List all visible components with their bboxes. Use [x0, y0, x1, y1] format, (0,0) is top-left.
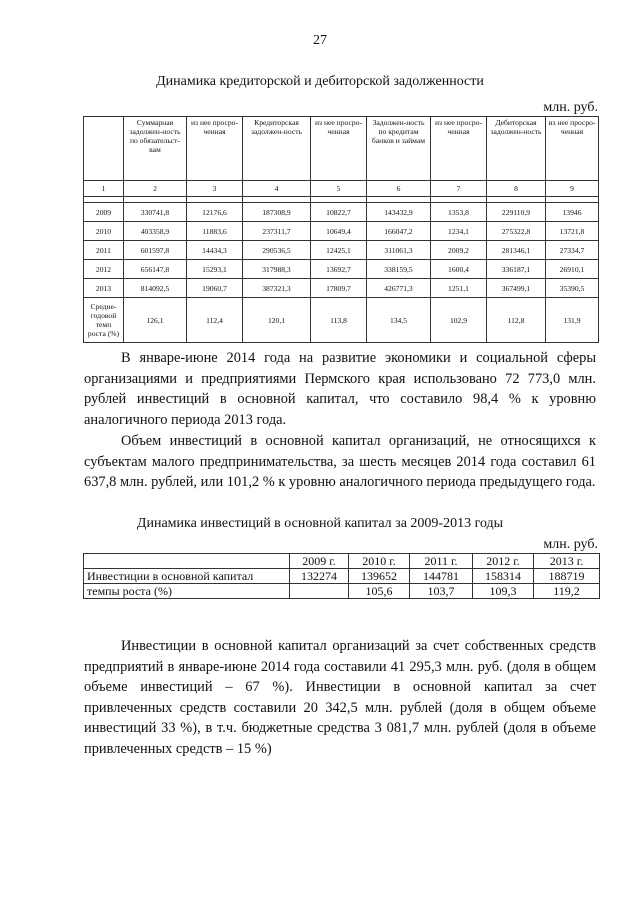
- paragraph-large-enterprises: [84, 431, 596, 493]
- debt-index-cell: 4: [243, 181, 311, 197]
- debt-header-cell: Дебиторская задолжен-ность: [487, 117, 546, 181]
- debt-cell: 1600,4: [431, 260, 487, 279]
- debt-index-row: [84, 181, 599, 197]
- investment-cell: 144781: [410, 569, 473, 584]
- year-header: 2009 г.: [290, 554, 349, 569]
- year-header: 2010 г.: [349, 554, 410, 569]
- debt-year-row: [84, 260, 599, 279]
- debt-year-row: [84, 241, 599, 260]
- row-label: темпы роста (%): [84, 584, 290, 599]
- debt-cell: 166047,2: [367, 222, 431, 241]
- debt-index-cell: 1: [84, 181, 124, 197]
- debt-cell: 13692,7: [311, 260, 367, 279]
- investment-header-row: [84, 554, 600, 569]
- investment-table-title: Динамика инвестиций в основной капитал за 2009-2013 годы: [136, 516, 504, 531]
- debt-cell: 426771,3: [367, 279, 431, 298]
- page-number: 27: [313, 33, 327, 48]
- paragraph-text: Инвестиции в основной капитал организаций за счет собственных средств предприятий в январе-июне 2014 года составили 41 295,3 млн. руб. (доля в общем объеме инвестиций – 67 %). Инвестиции в основной капитал за счет привлеченных средств составили 20 342,5 млн. рублей (доля в общем объеме инвестиций 33 %), в т.ч. бюджетные средства 3 081,7 млн. рублей (доля в объеме привлеченных средств – 15 %): [84, 638, 596, 757]
- investment-table-unit: млн. руб.: [543, 537, 598, 552]
- debt-cell: 229110,9: [487, 203, 546, 222]
- debt-cell: 330741,8: [124, 203, 187, 222]
- debt-cell: 2011: [84, 241, 124, 260]
- debt-cell: 112,8: [487, 298, 546, 343]
- debt-cell: 102,9: [431, 298, 487, 343]
- debt-cell: 367499,1: [487, 279, 546, 298]
- paragraph-text: В январе-июне 2014 года на развитие экономики и социальной сферы организациями и предприятиями Пермского края использовано 72 773,0 млн. рублей инвестиций в основной капитал, что составило 98,4 % к уровню аналогичного периода 2013 года.: [84, 350, 596, 428]
- investment-cell: [290, 584, 349, 599]
- investment-cell: 103,7: [410, 584, 473, 599]
- debt-cell: 126,1: [124, 298, 187, 343]
- debt-index-cell: 8: [487, 181, 546, 197]
- debt-cell: 17809,7: [311, 279, 367, 298]
- investment-row: [84, 569, 600, 584]
- debt-cell: 2009: [84, 203, 124, 222]
- investment-cell: 158314: [473, 569, 534, 584]
- debt-index-cell: 9: [546, 181, 599, 197]
- year-header: 2011 г.: [410, 554, 473, 569]
- debt-cell: 2013: [84, 279, 124, 298]
- debt-header-cell: из нее просро-ченная: [431, 117, 487, 181]
- debt-cell: 290536,5: [243, 241, 311, 260]
- debt-cell: 387321,3: [243, 279, 311, 298]
- debt-header-cell: из нее просро-ченная: [311, 117, 367, 181]
- debt-year-row: [84, 203, 599, 222]
- debt-cell: 12425,1: [311, 241, 367, 260]
- debt-cell: 403358,9: [124, 222, 187, 241]
- debt-header-cell: [84, 117, 124, 181]
- debt-cell: 187308,9: [243, 203, 311, 222]
- investment-cell: 105,6: [349, 584, 410, 599]
- debt-index-cell: 6: [367, 181, 431, 197]
- debt-cell: 13721,8: [546, 222, 599, 241]
- debt-index-cell: 2: [124, 181, 187, 197]
- paragraph-text: Объем инвестиций в основной капитал организаций, не относящихся к субъектам малого предпринимательства, за шесть месяцев 2014 года составил 61 637,8 млн. рублей, или 101,2 % к уровню аналогичного периода предыдущего года.: [84, 433, 596, 491]
- debt-cell: 275322,8: [487, 222, 546, 241]
- debt-header-row: [84, 117, 599, 181]
- debt-cell: 281346,1: [487, 241, 546, 260]
- debt-index-cell: 3: [187, 181, 243, 197]
- debt-cell: 27334,7: [546, 241, 599, 260]
- investment-cell: 109,3: [473, 584, 534, 599]
- debt-cell: 814092,5: [124, 279, 187, 298]
- growth-row: [84, 584, 600, 599]
- debt-cell: 26910,1: [546, 260, 599, 279]
- investment-cell: 132274: [290, 569, 349, 584]
- debt-cell: 237311,7: [243, 222, 311, 241]
- debt-cell: 134,5: [367, 298, 431, 343]
- debt-index-cell: 5: [311, 181, 367, 197]
- debt-cell: 10649,4: [311, 222, 367, 241]
- year-header: 2013 г.: [534, 554, 600, 569]
- debt-table-title: Динамика кредиторской и дебиторской задолженности: [156, 74, 484, 89]
- investment-table: [83, 553, 600, 599]
- debt-cell: 338159,5: [367, 260, 431, 279]
- debt-header-cell: из нее просро-ченная: [187, 117, 243, 181]
- debt-cell: 19060,7: [187, 279, 243, 298]
- row-label: Инвестиции в основной капитал: [84, 569, 290, 584]
- debt-average-row: [84, 298, 599, 343]
- investment-cell: 119,2: [534, 584, 600, 599]
- debt-cell: 336187,1: [487, 260, 546, 279]
- paragraph-investments: [84, 348, 596, 430]
- debt-year-row: [84, 222, 599, 241]
- debt-cell: 2012: [84, 260, 124, 279]
- debt-cell: 13946: [546, 203, 599, 222]
- debt-cell: 2010: [84, 222, 124, 241]
- debt-table-unit: млн. руб.: [543, 100, 598, 115]
- debt-cell: 131,9: [546, 298, 599, 343]
- debt-cell: 15293,1: [187, 260, 243, 279]
- debt-cell: 14434,3: [187, 241, 243, 260]
- debt-cell: 143432,9: [367, 203, 431, 222]
- debt-cell: 10822,7: [311, 203, 367, 222]
- debt-cell: 2009,2: [431, 241, 487, 260]
- debt-header-cell: Суммарная задолжен-ность по обязательст-вам: [124, 117, 187, 181]
- debt-cell: 317988,3: [243, 260, 311, 279]
- debt-table: [83, 116, 599, 343]
- investment-cell: 139652: [349, 569, 410, 584]
- debt-cell: 311061,3: [367, 241, 431, 260]
- debt-year-row: [84, 279, 599, 298]
- debt-cell: 1234,1: [431, 222, 487, 241]
- paragraph-funding-sources: [84, 636, 596, 760]
- debt-average-label: Средне-годовой темп роста (%): [84, 298, 124, 343]
- debt-cell: 120,1: [243, 298, 311, 343]
- investment-cell: 188719: [534, 569, 600, 584]
- debt-header-cell: из нее просро-ченная: [546, 117, 599, 181]
- debt-index-cell: 7: [431, 181, 487, 197]
- debt-cell: 113,8: [311, 298, 367, 343]
- debt-cell: 35390,5: [546, 279, 599, 298]
- debt-cell: 11883,6: [187, 222, 243, 241]
- debt-header-cell: Кредиторская задолжен-ность: [243, 117, 311, 181]
- debt-header-cell: Задолжен-ность по кредитам банков и займам: [367, 117, 431, 181]
- year-header: 2012 г.: [473, 554, 534, 569]
- debt-cell: 12176,6: [187, 203, 243, 222]
- debt-cell: 1251,1: [431, 279, 487, 298]
- debt-cell: 601597,8: [124, 241, 187, 260]
- debt-cell: 1353,8: [431, 203, 487, 222]
- debt-cell: 656147,8: [124, 260, 187, 279]
- debt-cell: 112,4: [187, 298, 243, 343]
